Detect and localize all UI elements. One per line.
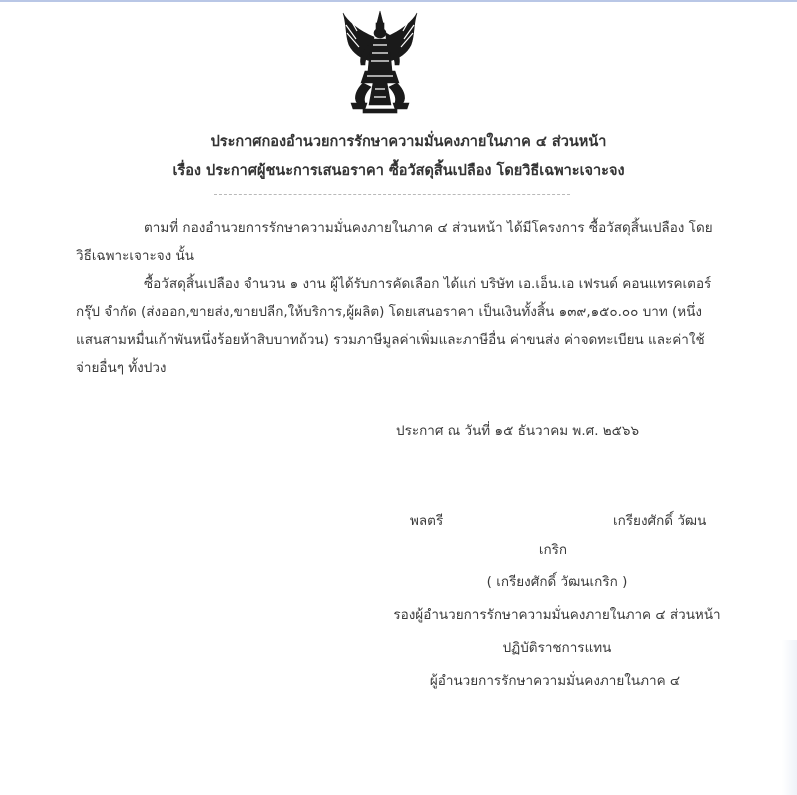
signer-name-part-2: เกริก [538, 542, 568, 558]
garuda-emblem-icon [337, 9, 423, 115]
body-paragraph-2: ซื้อวัสดุสิ้นเปลือง จำนวน ๑ งาน ผู้ได้รับการคัดเลือก ได้แก่ บริษัท เอ.เอ็น.เอ เฟรนด์ คอนแทรคเตอร์ กรุ๊ป จำกัด (ส่งออก,ขายส่ง,ขายปลีก,ให้บริการ,ผู้ผลิต) โดยเสนอราคา เป็นเงินทั้งสิ้น ๑๓๙,๑๕๐.๐๐ บาท (หนึ่งแสนสามหมื่นเก้าพันหนึ่งร้อยห้าสิบบาทถ้วน) รวมภาษีมูลค่าเพิ่มและภาษีอื่น ค่าขนส่ง ค่าจดทะเบียน และค่าใช้จ่ายอื่นๆ ทั้งปวง [76, 276, 712, 376]
window-edge-shade [782, 640, 797, 795]
signer-on-behalf-of: ผู้อำนวยการรักษาความมั่นคงภายในภาค ๔ [429, 673, 681, 689]
signer-acting: ปฏิบัติราชการแทน [502, 640, 612, 656]
window-top-border [0, 0, 797, 2]
announcement-subject: เรื่อง ประกาศผู้ชนะการเสนอราคา ซื้อวัสดุสิ้นเปลือง โดยวิธีเฉพาะเจาะจง [172, 163, 625, 179]
body-paragraph-1: ตามที่ กองอำนวยการรักษาความมั่นคงภายในภาค ๔ ส่วนหน้า ได้มีโครงการ ซื้อวัสดุสิ้นเปลือง โดยวิธีเฉพาะเจาะจง นั้น [76, 220, 713, 264]
signer-position: รองผู้อำนวยการรักษาความมั่นคงภายในภาค ๔ ส่วนหน้า [393, 607, 721, 623]
signer-full-name: ( เกรียงศักดิ์ วัฒนเกริก ) [486, 574, 628, 590]
announcement-title: ประกาศกองอำนวยการรักษาความมั่นคงภายในภาค ๔ ส่วนหน้า [210, 134, 607, 150]
divider-line [214, 194, 570, 195]
signer-name-part-1: เกรียงศักดิ์ วัฒน [613, 513, 707, 529]
signer-rank: พลตรี [410, 513, 444, 529]
announcement-date: ประกาศ ณ วันที่ ๑๕ ธันวาคม พ.ศ. ๒๕๖๖ [396, 423, 640, 439]
